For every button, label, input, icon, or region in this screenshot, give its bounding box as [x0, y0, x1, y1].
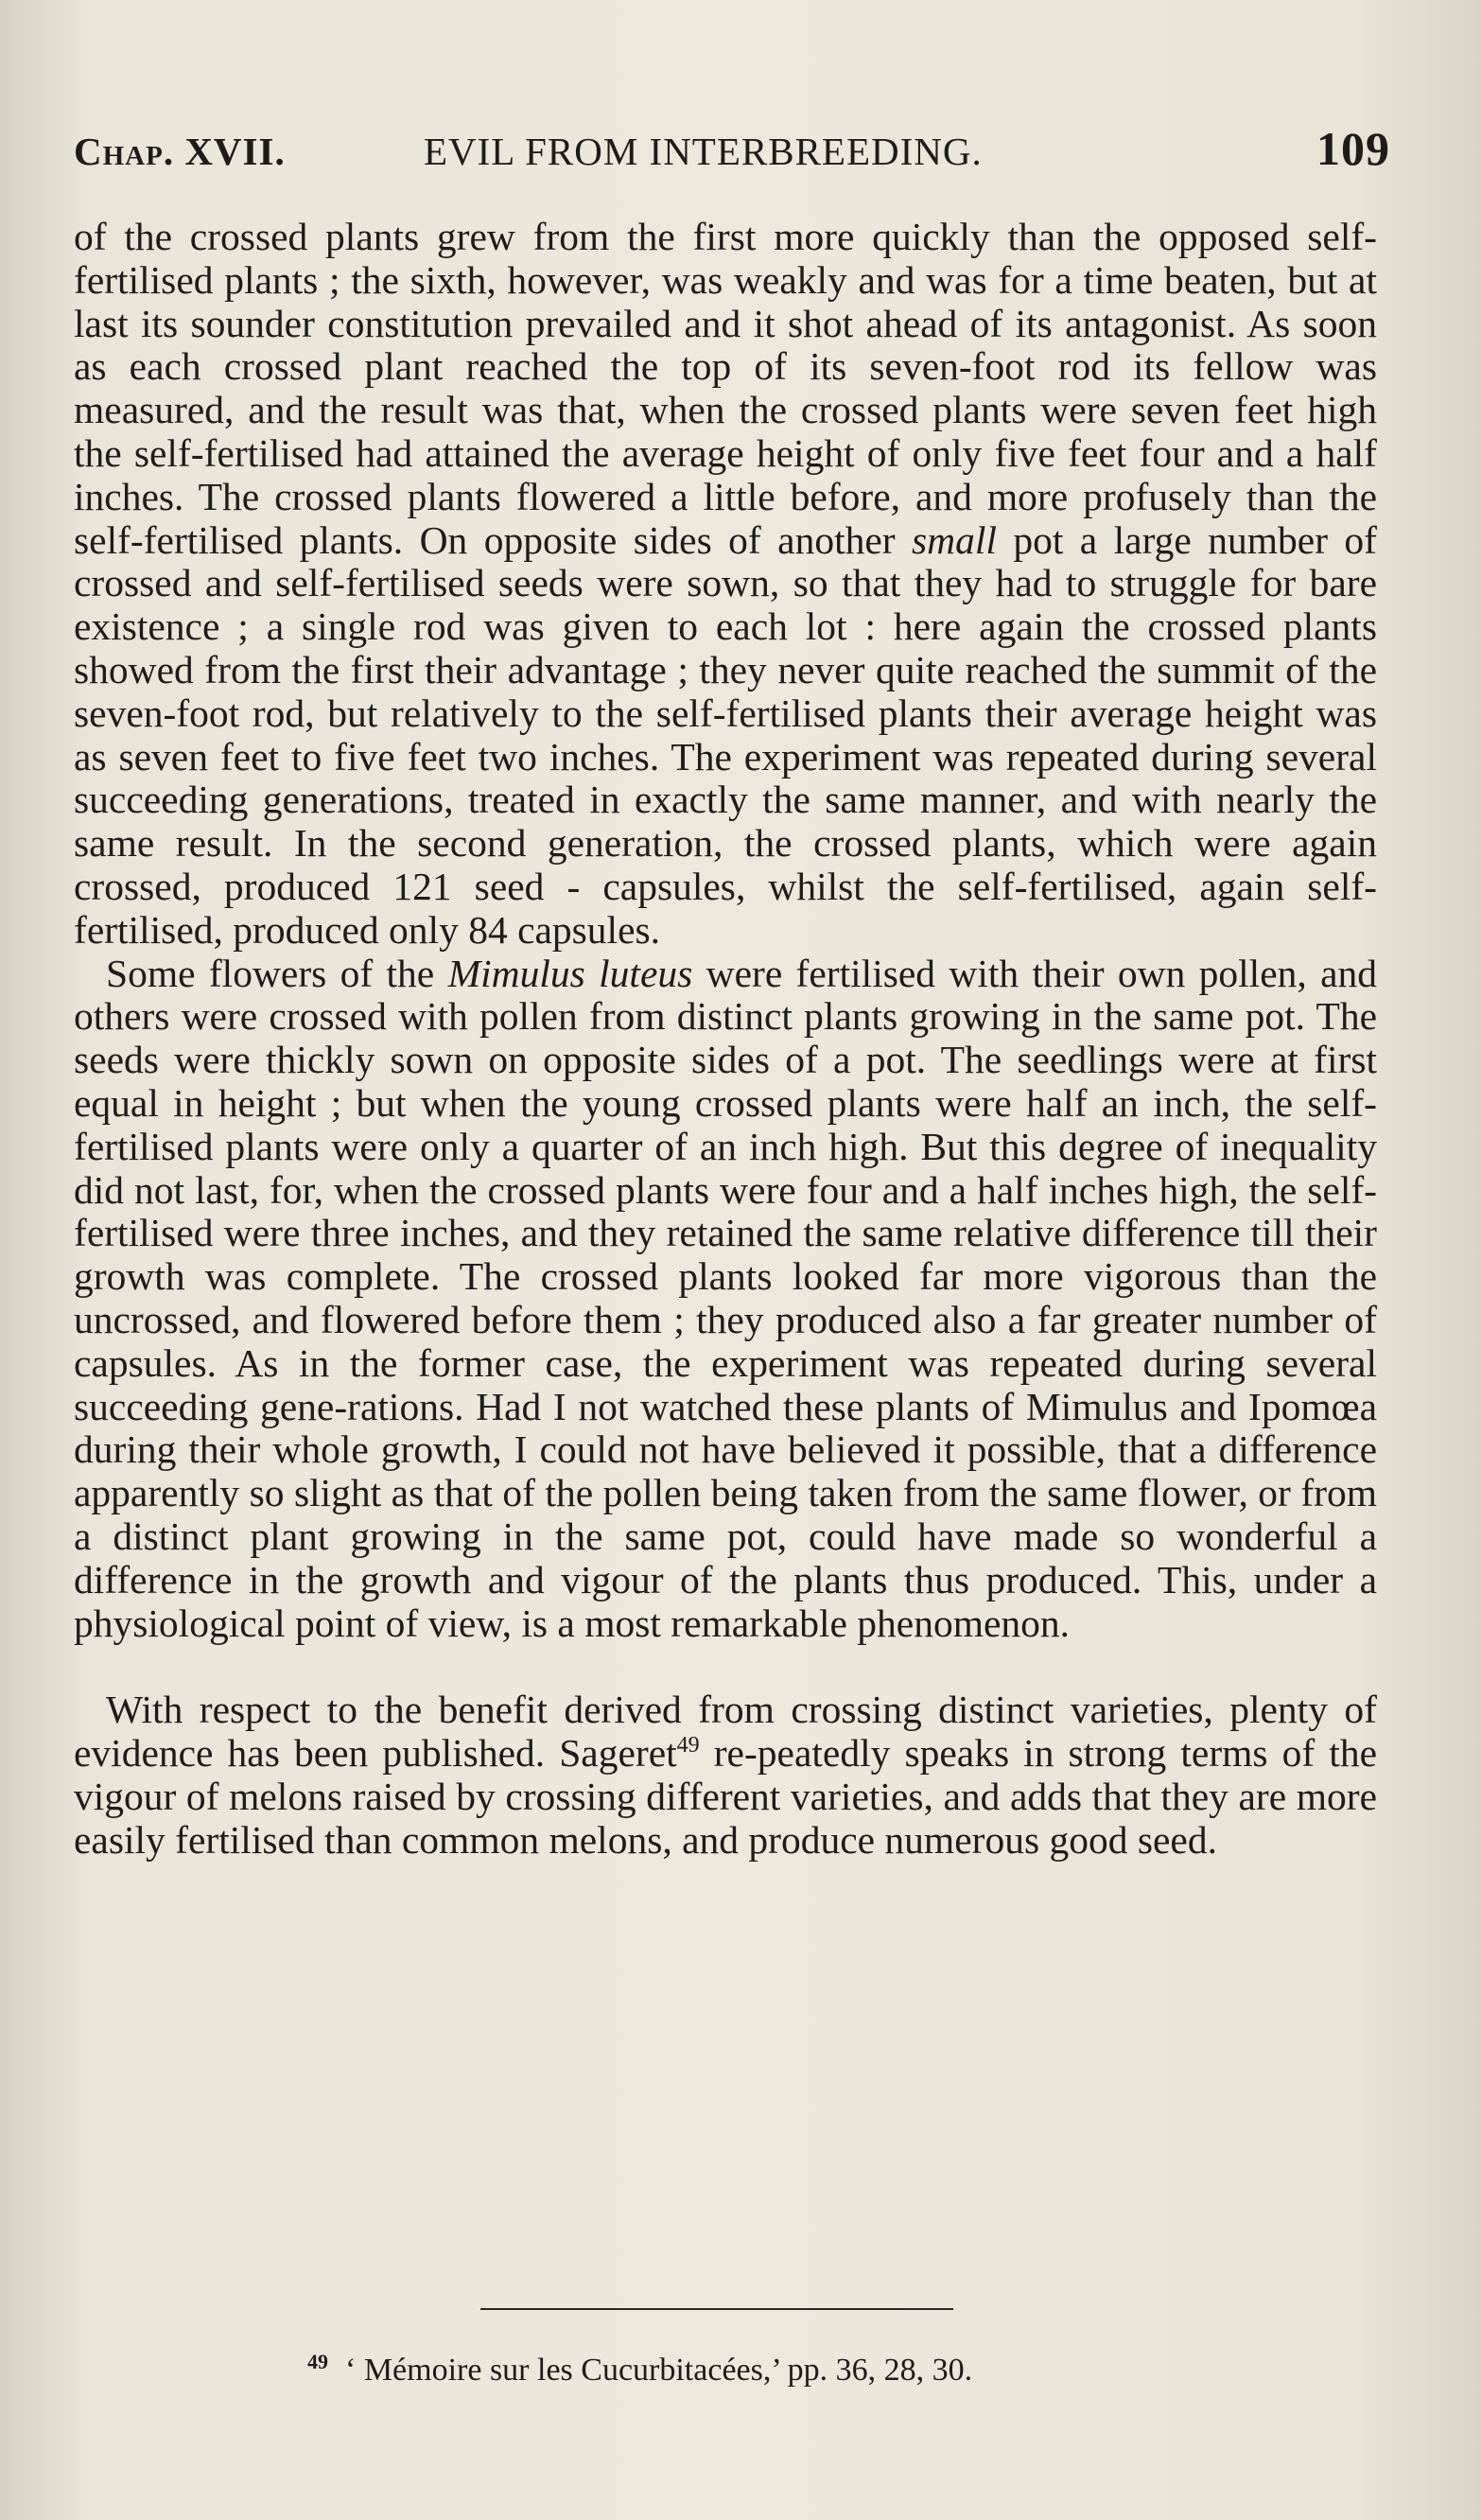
footnote-reference: 49: [676, 1733, 700, 1759]
running-head: [74, 121, 1390, 178]
paragraph-1-text: of the crossed plants grew from the first more quickly than the opposed self-fertilised plants ; the sixth, however, was weakly and was for a time beaten, but at last its sounder constitution prevailed and it shot ahead of its antagonist. As soon as each crossed plant reached the top of its seven-foot rod its fellow was measured, and the result was that, when the crossed plants were seven feet high the self-fertilised had attained the average height of only five feet four and a half inches. The crossed plants flowered a little before, and more profusely than the self-fertilised plants. On opposite sides of another: [74, 215, 1377, 562]
paragraph-2-text: Some flowers of the: [106, 951, 448, 995]
paragraph-2-italic: Mimulus luteus: [447, 951, 693, 995]
paragraph-3-text-rest: re-peatedly speaks in strong terms of the vigour of melons raised by crossing different varieties, and adds that they are more easily fertilised than common melons, and produce numerous good seed.: [74, 1731, 1378, 1862]
paragraph-1-italic: small: [912, 517, 997, 562]
paragraph-2-text-rest: were fertilised with their own pollen, and others were crossed with pollen from distinct plants growing in the same pot. The seeds were thickly sown on opposite sides of a pot. The seedlings were at first equal in height ; but when the young crossed plants were half an inch, the self-fertilised plants were only a quarter of an inch high. But this degree of inequality did not last, for, when the crossed plants were four and a half inches high, the self-fertilised were three inches, and they retained the same relative difference till their growth was complete. The crossed plants looked far more vigorous than the uncrossed, and flowered before them ; they produced also a far greater number of capsules. As in the former case, the experiment was repeated during several succeeding gene-rations. Had I not watched these plants of Mimulus and Ipomœa during their whole growth, I could not have believed it possible, that a difference apparently so slight as that of the pollen being taken from the same flower, or from a distinct plant growing in the same pot, could have made so wonderful a difference in the growth and vigour of the plants thus produced. This, under a physiological point of view, is a most remarkable phenomenon.: [74, 951, 1378, 1645]
paragraph-3-text: With respect to the benefit derived from crossing distinct varieties, plenty of evidence has been published. Sageret: [74, 1688, 1377, 1776]
running-title: EVIL FROM INTERBREEDING.: [424, 130, 983, 173]
body-text: [74, 216, 1377, 1862]
paragraph-1: [74, 216, 1377, 953]
paragraph-1-text-rest: pot a large number of crossed and self-fertilised seeds were sown, so that they had to struggle for bare existence ; a single rod was given to each lot : here again the crossed plants showed from the first their advantage ; they never quite reached the summit of the seven-foot rod, but relatively to the self-fertilised plants their average height was as seven feet to five feet two inches. The experiment was repeated during several succeeding generations, treated in exactly the same manner, and with nearly the same result. In the second generation, the crossed plants, which were again crossed, produced 121 seed - capsules, whilst the self-fertilised, again self-fertilised, produced only 84 capsules.: [74, 517, 1378, 952]
footnote-number: 49: [307, 2349, 328, 2373]
footnote: [307, 2349, 1159, 2389]
paragraph-2: [74, 953, 1377, 1646]
paragraph-3: [74, 1689, 1377, 1862]
chapter-label: Chap. XVII.: [74, 130, 286, 173]
page-number: 109: [1316, 122, 1390, 175]
footnote-rule: [480, 2308, 953, 2310]
footnote-text: ‘ Mémoire sur les Cucurbitacées,’ pp. 36, 28, 30.: [345, 2353, 973, 2388]
